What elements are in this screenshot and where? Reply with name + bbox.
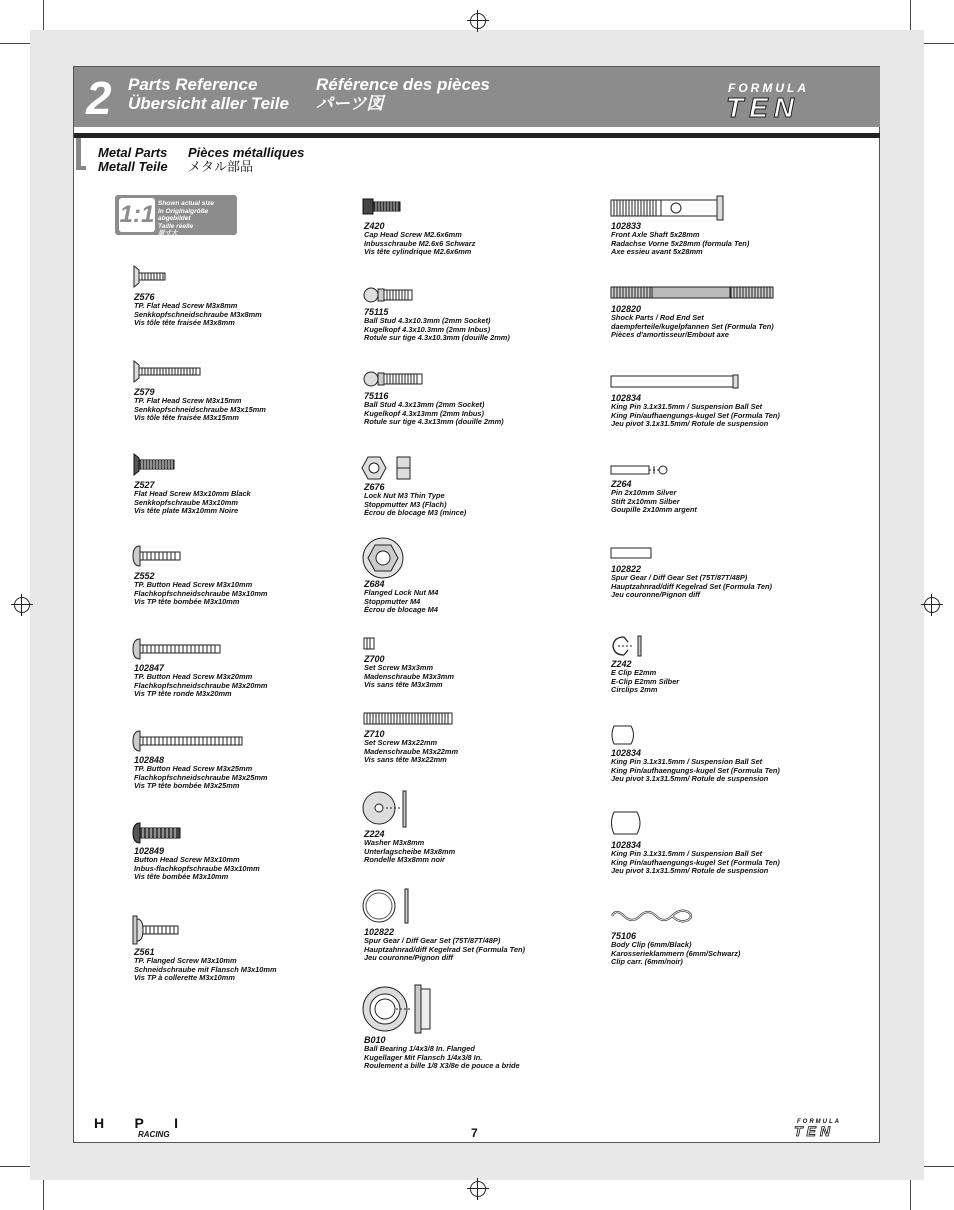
set-screw-3mm-icon bbox=[363, 637, 377, 651]
front-axle-shaft-icon bbox=[610, 195, 730, 221]
formula-ten-logo bbox=[726, 79, 858, 119]
part-z579: Z579 TP. Flat Head Screw M3x15mm Senkkopfschneidschraube M3x15mm Vis tôle tête fraisée M3x15mm bbox=[134, 387, 266, 422]
svg-text:TEN: TEN bbox=[726, 92, 800, 119]
part-z264: Z264 Pin 2x10mm Silver Stift 2x10mm Silber Goupille 2x10mm argent bbox=[611, 479, 697, 514]
actual-size-badge bbox=[115, 195, 237, 235]
part-102847: 102847 TP. Button Head Screw M3x20mm Flachkopfschneidschraube M3x20mm Vis TP tête ronde M3x20mm bbox=[134, 663, 268, 698]
part-z420: Z420 Cap Head Screw M2.6x6mm Inbusschraube M2.6x6 Schwarz Vis tête cylindrique M2.6x6mm bbox=[364, 221, 476, 256]
section-title-en: Metal Parts bbox=[98, 145, 168, 160]
part-102822-col2: 102822 Spur Gear / Diff Gear Set (75T/87T/48P) Hauptzahnrad/diff Kegelrad Set (Formula Ten) Jeu couronne/Pignon diff bbox=[364, 927, 525, 962]
suspension-ball-large-icon bbox=[610, 809, 644, 839]
title-en: Parts Reference bbox=[128, 75, 258, 94]
ball-stud-10mm-icon bbox=[363, 284, 415, 306]
svg-text:FORMULA: FORMULA bbox=[797, 1119, 841, 1125]
section-title-de: Metall Teile bbox=[98, 159, 168, 174]
ball-bearing-icon bbox=[362, 983, 434, 1035]
part-102848: 102848 TP. Button Head Screw M3x25mm Flachkopfschneidschraube M3x25mm Vis TP tête bombée M3x25mm bbox=[134, 755, 268, 790]
part-z224: Z224 Washer M3x8mm Unterlagscheibe M3x8mm Rondelle M3x8mm noir bbox=[364, 829, 456, 864]
part-b010: B010 Ball Bearing 1/4x3/8 In. Flanged Kugellager Mit Flansch 1/4x3/8 In. Roulement a bille 1/8 X3/8e de pouce a bride bbox=[364, 1035, 520, 1070]
part-z552: Z552 TP. Button Head Screw M3x10mm Flachkopfschneidschraube M3x10mm Vis TP tête bombée M3x10mm bbox=[134, 571, 268, 606]
part-z576: Z576 TP. Flat Head Screw M3x8mm Senkkopfschneidschraube M3x8mm Vis tôle tête fraisée M3x8mm bbox=[134, 292, 262, 327]
gear-spacer-icon bbox=[610, 546, 654, 560]
registration-mark-bottom bbox=[470, 1181, 486, 1197]
suspension-ball-small-icon bbox=[610, 723, 638, 749]
registration-mark-right bbox=[924, 597, 940, 613]
part-102834-b: 102834 King Pin 3.1x31.5mm / Suspension Ball Set King Pin/aufhaengungs-kugel Set (Formula Ten) Jeu pivot 3.1x31.5mm/ Rotule de suspension bbox=[611, 748, 780, 783]
part-z700: Z700 Set Screw M3x3mm Madenschraube M3x3mm Vis sans tête M3x3mm bbox=[364, 654, 454, 689]
part-z710: Z710 Set Screw M3x22mm Madenschraube M3x22mm Vis sans tête M3x22mm bbox=[364, 729, 459, 764]
svg-text:RACING: RACING bbox=[138, 1130, 170, 1138]
page-number: 7 bbox=[471, 1126, 478, 1140]
button-head-screw-black-icon bbox=[133, 822, 183, 846]
flat-head-screw-15mm-icon bbox=[133, 360, 203, 384]
part-102834-c: 102834 King Pin 3.1x31.5mm / Suspension Ball Set King Pin/aufhaengungs-kugel Set (Formula Ten) Jeu pivot 3.1x31.5mm/ Rotule de suspension bbox=[611, 840, 780, 875]
part-z676: Z676 Lock Nut M3 Thin Type Stoppmutter M3 (Flach) Écrou de blocage M3 (mince) bbox=[364, 482, 467, 517]
part-102849: 102849 Button Head Screw M3x10mm Inbus-flachkopfschraube M3x10mm Vis tête bombée M3x10mm bbox=[134, 846, 260, 881]
part-75106: 75106 Body Clip (6mm/Black) Karosserieklammern (6mm/Schwarz) Clip carr. (6mm/noir) bbox=[611, 931, 741, 966]
section-number: 2 bbox=[86, 72, 112, 124]
button-head-screw-20mm-icon bbox=[133, 638, 223, 662]
part-75116: 75116 Ball Stud 4.3x13mm (2mm Socket) Kugelkopf 4.3x13mm (2mm Inbus) Rotule sur tige 4.3x13mm (douille 2mm) bbox=[364, 391, 504, 426]
shock-rod-end-icon bbox=[610, 285, 776, 301]
body-clip-icon bbox=[610, 904, 696, 930]
part-102833: 102833 Front Axle Shaft 5x28mm Radachse Vorne 5x28mm (formula Ten) Axe essieu avant 5x28mm bbox=[611, 221, 750, 256]
part-z242: Z242 E Clip E2mm E-Clip E2mm Silber Circlips 2mm bbox=[611, 659, 680, 694]
pin-icon bbox=[610, 464, 670, 476]
header-rule bbox=[74, 133, 880, 138]
section-title-jp: メタル部品 bbox=[188, 159, 254, 174]
registration-mark-left bbox=[14, 597, 30, 613]
flat-head-screw-8mm-icon bbox=[133, 265, 173, 289]
king-pin-icon bbox=[610, 374, 740, 390]
part-z527: Z527 Flat Head Screw M3x10mm Black Senkkopfschraube M3x10mm Vis tête plate M3x10mm Noire bbox=[134, 480, 251, 515]
title-de: Übersicht aller Teile bbox=[128, 94, 289, 113]
lock-nut-m3-icon bbox=[362, 455, 414, 481]
set-screw-22mm-icon bbox=[363, 712, 455, 726]
section-header bbox=[74, 67, 880, 127]
e-clip-icon bbox=[610, 634, 644, 658]
part-102822-col3: 102822 Spur Gear / Diff Gear Set (75T/87T/48P) Hauptzahnrad/diff Kegelrad Set (Formula Ten) Jeu couronne/Pignon diff bbox=[611, 564, 772, 599]
scale-note: Shown actual size In Originalgröße abgebildet Taille réelle 原寸大 bbox=[158, 200, 214, 237]
formula-ten-logo-small bbox=[794, 1117, 862, 1137]
gear-set-ring-icon bbox=[362, 887, 414, 927]
title-jp: パーツ図 bbox=[316, 94, 384, 113]
flat-head-screw-black-icon bbox=[133, 453, 178, 477]
registration-mark-top bbox=[470, 13, 486, 29]
flanged-lock-nut-m4-icon bbox=[362, 537, 406, 581]
scale-ratio: 1:1 bbox=[119, 198, 155, 232]
part-z684: Z684 Flanged Lock Nut M4 Stoppmutter M4 Écrou de blocage M4 bbox=[364, 579, 439, 614]
part-102820: 102820 Shock Parts / Rod End Set daempferteile/kugelpfannen Set (Formula Ten) Pièces d'amortisseur/Embout axe bbox=[611, 304, 774, 339]
svg-text:TEN: TEN bbox=[794, 1123, 834, 1137]
cap-head-screw-icon bbox=[363, 198, 403, 216]
flanged-screw-icon bbox=[133, 914, 181, 946]
part-102834-a: 102834 King Pin 3.1x31.5mm / Suspension Ball Set King Pin/aufhaengungs-kugel Set (Formula Ten) Jeu pivot 3.1x31.5mm/ Rotule de suspension bbox=[611, 393, 780, 428]
button-head-screw-10mm-icon bbox=[133, 545, 183, 569]
ball-stud-13mm-icon bbox=[363, 368, 425, 390]
section-marker bbox=[76, 138, 86, 170]
hpi-racing-logo bbox=[94, 1116, 186, 1138]
part-z561: Z561 TP. Flanged Screw M3x10mm Schneidschraube mit Flansch M3x10mm Vis TP à collerette M3x10mm bbox=[134, 947, 277, 982]
svg-text:FORMULA: FORMULA bbox=[728, 81, 809, 95]
button-head-screw-25mm-icon bbox=[133, 730, 245, 754]
washer-icon bbox=[362, 789, 410, 829]
part-75115: 75115 Ball Stud 4.3x10.3mm (2mm Socket) Kugelkopf 4.3x10.3mm (2mm Inbus) Rotule sur tige 4.3x10.3mm (douille 2mm) bbox=[364, 307, 510, 342]
svg-text:HPI: HPI bbox=[94, 1116, 184, 1131]
title-fr: Référence des pièces bbox=[316, 75, 490, 94]
section-title-fr: Pièces métalliques bbox=[188, 145, 305, 160]
